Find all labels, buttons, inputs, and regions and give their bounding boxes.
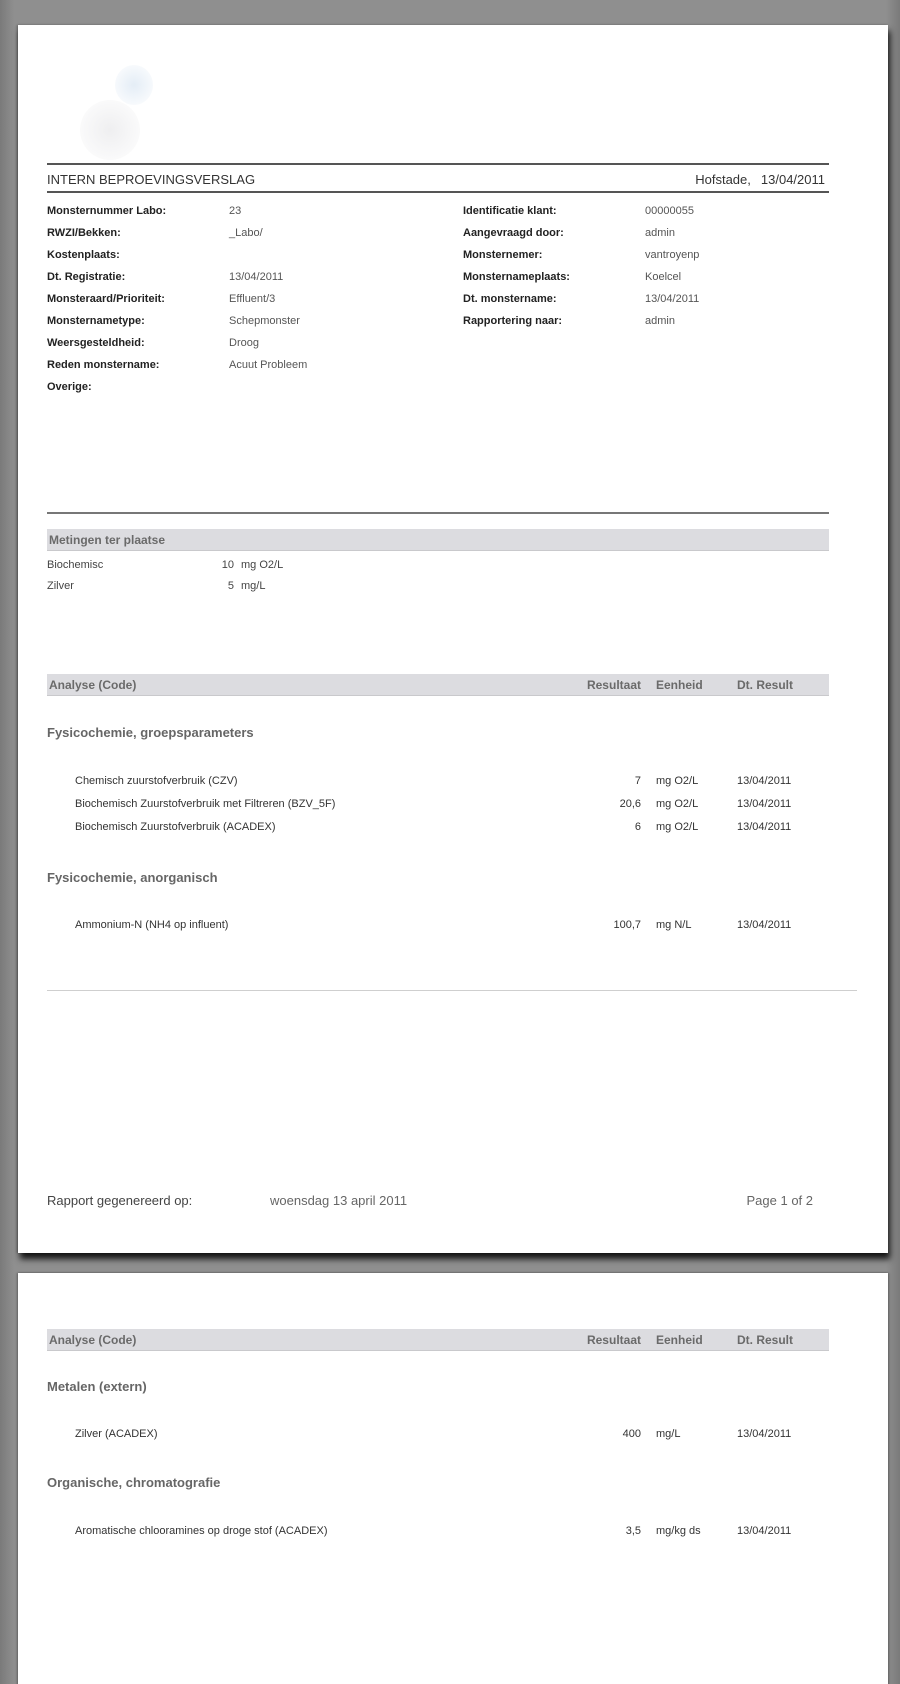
info-label: RWZI/Bekken: (47, 227, 121, 239)
analysis-table-header (47, 674, 829, 696)
table-row (47, 772, 829, 790)
analysis-value: 3,5 (625, 1525, 641, 1537)
report-header (47, 170, 829, 188)
info-row-rwzi (47, 222, 307, 244)
report-title: INTERN BEPROEVINGSVERSLAG (47, 171, 256, 187)
col-analyse: Analyse (Code) (49, 1332, 137, 1347)
info-row-monsternummer (47, 200, 307, 222)
info-value: admin (645, 315, 675, 327)
info-row-dt-monstername (463, 288, 699, 310)
info-value: Koelcel (645, 271, 682, 283)
table-row (47, 795, 829, 813)
page-footer (47, 1193, 829, 1208)
analysis-value: 6 (634, 821, 641, 833)
info-row-rapportering (463, 310, 699, 332)
info-value: 00000055 (645, 205, 694, 217)
info-value: 23 (229, 205, 242, 217)
info-value: vantroyenp (645, 249, 700, 261)
info-row-overige (47, 376, 307, 398)
logo-mark-top (115, 65, 153, 105)
info-label: Overige: (47, 381, 92, 393)
info-value: 13/04/2011 (645, 293, 700, 305)
info-row-monsteraard (47, 288, 307, 310)
table-row (47, 1522, 829, 1540)
meting-unit: mg O2/L (241, 559, 284, 571)
info-value: admin (645, 227, 675, 239)
info-label: Rapportering naar: (463, 315, 563, 327)
analysis-date: 13/04/2011 (737, 798, 792, 810)
report-date: 13/04/2011 (760, 171, 825, 187)
analysis-date: 13/04/2011 (737, 821, 792, 833)
info-label: Monsternameplaats: (463, 271, 570, 283)
info-row-registratie (47, 266, 307, 288)
page-2 (18, 1273, 888, 1684)
info-value: 13/04/2011 (229, 271, 284, 283)
col-dt-result: Dt. Result (737, 1333, 794, 1347)
info-label: Monsternemer: (463, 249, 543, 261)
analysis-value: 20,6 (619, 798, 641, 810)
col-eenheid: Eenheid (656, 678, 703, 692)
meting-value: 5 (227, 580, 234, 592)
table-row (47, 818, 829, 836)
info-label: Monsteraard/Prioriteit: (47, 293, 165, 305)
analysis-unit: mg O2/L (656, 821, 699, 833)
group-title: Organische, chromatografie (47, 1475, 221, 1490)
group-title: Metalen (extern) (47, 1379, 147, 1394)
generated-label: Rapport gegenereerd op: (47, 1193, 193, 1208)
analysis-table-header (47, 1329, 829, 1351)
info-row-kostenplaats (47, 244, 307, 266)
analysis-name: Ammonium-N (NH4 op influent) (75, 919, 229, 931)
col-resultaat: Resultaat (586, 1333, 641, 1347)
analysis-unit: mg O2/L (656, 775, 699, 787)
analysis-name: Aromatische chlooramines op droge stof (ACADEX) (75, 1525, 328, 1537)
meting-row (47, 556, 283, 574)
header-rule-bottom (47, 191, 829, 193)
info-row-reden (47, 354, 307, 376)
info-label: Aangevraagd door: (463, 227, 564, 239)
analysis-unit: mg/L (656, 1428, 681, 1440)
group-title: Fysicochemie, anorganisch (47, 870, 218, 885)
info-label: Dt. Registratie: (47, 271, 126, 283)
sample-info-right (463, 200, 699, 332)
company-logo (70, 60, 160, 170)
analysis-date: 13/04/2011 (737, 919, 792, 931)
analysis-value: 100,7 (613, 919, 641, 931)
analysis-value: 7 (634, 775, 641, 787)
meting-unit: mg/L (241, 580, 266, 592)
header-rule-top (47, 163, 829, 165)
info-value: _Labo/ (229, 227, 263, 239)
analysis-date: 13/04/2011 (737, 1525, 792, 1537)
info-label: Kostenplaats: (47, 249, 120, 261)
meting-name: Zilver (47, 580, 74, 592)
info-row-monsternemer (463, 244, 699, 266)
group-title: Fysicochemie, groepsparameters (47, 725, 254, 740)
info-label: Reden monstername: (47, 359, 160, 371)
analysis-name: Biochemisch Zuurstofverbruik (ACADEX) (75, 821, 276, 833)
info-label: Monsternummer Labo: (47, 205, 167, 217)
page-1 (18, 25, 888, 1253)
sample-info-left (47, 200, 307, 398)
info-label: Dt. monstername: (463, 293, 557, 305)
info-label: Weersgesteldheid: (47, 337, 145, 349)
section-divider (47, 512, 829, 514)
info-row-monsternameplaats (463, 266, 699, 288)
page-number: Page 1 of 2 (746, 1193, 813, 1208)
table-row (47, 916, 829, 934)
analysis-unit: mg/kg ds (656, 1525, 701, 1537)
meting-name: Biochemisc (47, 559, 104, 571)
metingen-header (47, 529, 829, 551)
analysis-value: 400 (622, 1428, 641, 1440)
meting-row (47, 577, 265, 595)
info-row-weersgesteldheid (47, 332, 307, 354)
generated-date: woensdag 13 april 2011 (270, 1193, 408, 1208)
info-row-klant (463, 200, 699, 222)
info-label: Monsternametype: (47, 315, 145, 327)
table-end-rule (47, 990, 857, 991)
analysis-name: Chemisch zuurstofverbruik (CZV) (75, 775, 238, 787)
col-dt-result: Dt. Result (737, 678, 794, 692)
logo-mark-bottom (80, 100, 140, 160)
analysis-unit: mg O2/L (656, 798, 699, 810)
report-location: Hofstade, (695, 171, 751, 187)
info-value: Schepmonster (229, 315, 300, 327)
info-label: Identificatie klant: (463, 205, 557, 217)
metingen-title: Metingen ter plaatse (49, 532, 166, 547)
table-row (47, 1425, 829, 1443)
col-analyse: Analyse (Code) (49, 677, 137, 692)
analysis-name: Zilver (ACADEX) (75, 1428, 158, 1440)
col-resultaat: Resultaat (586, 678, 641, 692)
analysis-name: Biochemisch Zuurstofverbruik met Filtreren (BZV_5F) (75, 798, 336, 810)
analysis-date: 13/04/2011 (737, 1428, 792, 1440)
info-value: Droog (229, 337, 259, 349)
info-row-monsternametype (47, 310, 307, 332)
meting-value: 10 (221, 559, 234, 571)
analysis-unit: mg N/L (656, 919, 692, 931)
analysis-date: 13/04/2011 (737, 775, 792, 787)
info-value: Acuut Probleem (229, 359, 308, 371)
info-row-aangevraagd (463, 222, 699, 244)
info-value: Effluent/3 (229, 293, 276, 305)
col-eenheid: Eenheid (656, 1333, 703, 1347)
